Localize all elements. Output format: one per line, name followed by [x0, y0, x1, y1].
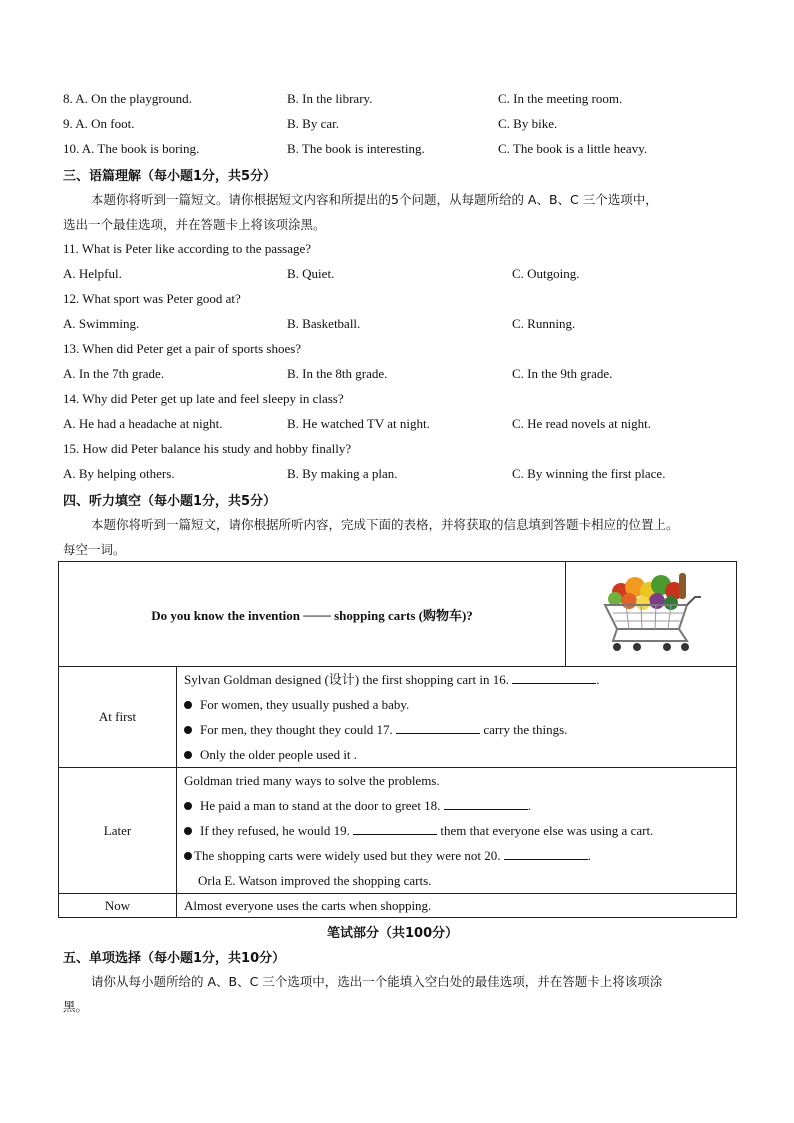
- later-bullet-1-text: He paid a man to stand at the door to greet 18.: [200, 798, 441, 813]
- bullet-icon: [184, 726, 192, 734]
- question-15-text: 15. How did Peter balance his study and hobby finally?: [63, 441, 352, 456]
- q13-option-a[interactable]: A. In the 7th grade.: [63, 366, 165, 381]
- question-13-options: [63, 366, 743, 384]
- q12-option-c[interactable]: C. Running.: [512, 316, 576, 331]
- q15-option-a[interactable]: A. By helping others.: [63, 466, 175, 481]
- q11-option-c[interactable]: C. Outgoing.: [512, 266, 580, 281]
- table-image-cell: [566, 562, 737, 667]
- bullet-icon: [184, 802, 192, 810]
- later-bullet-3-text: The shopping carts were widely used but they were not 20.: [194, 848, 501, 863]
- section3-heading: 三、语篇理解（每小题1分，共5分）: [63, 169, 277, 184]
- section5-heading: 五、单项选择（每小题1分，共10分）: [63, 951, 286, 966]
- question-8: [63, 91, 743, 109]
- section4-heading: 四、听力填空（每小题1分，共5分）: [63, 494, 277, 509]
- q13-option-c[interactable]: C. In the 9th grade.: [512, 366, 613, 381]
- at-first-bullet-2-end: carry the things.: [483, 722, 568, 737]
- section5-instruction-line2: 黑。: [63, 999, 89, 1014]
- blank-18[interactable]: [444, 797, 528, 810]
- blank-20[interactable]: [504, 847, 588, 860]
- at-first-intro: [177, 667, 736, 692]
- q10-option-c[interactable]: C. The book is a little heavy.: [498, 141, 648, 156]
- later-bullet-1: [177, 793, 736, 818]
- question-9: [63, 116, 743, 134]
- question-11-options: [63, 266, 743, 284]
- q13-option-b[interactable]: B. In the 8th grade.: [287, 366, 388, 381]
- later-bullet-3: [177, 843, 736, 868]
- q9-option-a[interactable]: 9. A. On foot.: [63, 116, 135, 131]
- question-11-text: 11. What is Peter like according to the passage?: [63, 241, 312, 256]
- at-first-bullet-1-text: For women, they usually pushed a baby.: [200, 697, 410, 712]
- q14-option-c[interactable]: C. He read novels at night.: [512, 416, 651, 431]
- later-bullet-2-end: them that everyone else was using a cart.: [440, 823, 654, 838]
- section4-instruction-line1: 本题你将听到一篇短文，请你根据所听内容，完成下面的表格，并将获取的信息填到答题卡相应的位置上。: [91, 517, 679, 532]
- at-first-content: [177, 667, 737, 768]
- bullet-icon: [184, 827, 192, 835]
- later-bullet-2: [177, 818, 736, 843]
- written-part-title: 笔试部分（共100分）: [327, 926, 459, 941]
- q9-option-b[interactable]: B. By car.: [287, 116, 339, 131]
- question-12-options: [63, 316, 743, 334]
- at-first-bullet-3: [177, 742, 736, 767]
- later-last-line: Orla E. Watson improved the shopping carts.: [198, 873, 432, 888]
- section3-instruction-line1: 本题你将听到一篇短文。请你根据短文内容和所提出的5个问题，从每题所给的 A、B、C 三个选项中，: [91, 192, 658, 207]
- bullet-icon: [184, 852, 192, 860]
- q10-option-b[interactable]: B. The book is interesting.: [287, 141, 425, 156]
- q14-option-b[interactable]: B. He watched TV at night.: [287, 416, 430, 431]
- question-10: [63, 141, 743, 159]
- at-first-bullet-3-text: Only the older people used it .: [200, 747, 358, 762]
- q14-option-a[interactable]: A. He had a headache at night.: [63, 416, 223, 431]
- question-15-options: [63, 466, 743, 484]
- at-first-bullet-1: [177, 692, 736, 717]
- later-bullet-1-end: .: [527, 798, 531, 813]
- blank-17[interactable]: [396, 721, 480, 734]
- at-first-bullet-2: [177, 717, 736, 742]
- bullet-icon: [184, 751, 192, 759]
- question-14-options: [63, 416, 743, 434]
- section4-instruction-line2: 每空一词。: [63, 542, 126, 557]
- shopping-cart-icon: [591, 567, 711, 657]
- now-content: Almost everyone uses the carts when shopping.: [177, 894, 737, 918]
- table-title: Do you know the invention ─── shopping carts (购物车)?: [59, 562, 566, 667]
- q9-option-c[interactable]: C. By bike.: [498, 116, 558, 131]
- later-bullet-2-text: If they refused, he would 19.: [200, 823, 350, 838]
- question-13-text: 13. When did Peter get a pair of sports shoes?: [63, 341, 302, 356]
- row-label-at-first: At first: [59, 667, 177, 768]
- q8-option-c[interactable]: C. In the meeting room.: [498, 91, 623, 106]
- shopping-cart-table: [58, 561, 737, 918]
- row-label-later: Later: [59, 768, 177, 894]
- q15-option-b[interactable]: B. By making a plan.: [287, 466, 398, 481]
- q10-option-a[interactable]: 10. A. The book is boring.: [63, 141, 200, 156]
- question-12-text: 12. What sport was Peter good at?: [63, 291, 241, 306]
- section3-instruction-line2: 选出一个最佳选项，并在答题卡上将该项涂黑。: [63, 217, 326, 232]
- at-first-bullet-2-text: For men, they thought they could 17.: [200, 722, 393, 737]
- row-label-now: Now: [59, 894, 177, 918]
- later-bullet-3-end: .: [587, 848, 592, 863]
- blank-19[interactable]: [353, 822, 437, 835]
- q11-option-b[interactable]: B. Quiet.: [287, 266, 335, 281]
- q11-option-a[interactable]: A. Helpful.: [63, 266, 122, 281]
- q12-option-b[interactable]: B. Basketball.: [287, 316, 361, 331]
- q12-option-a[interactable]: A. Swimming.: [63, 316, 140, 331]
- question-14-text: 14. Why did Peter get up late and feel sleepy in class?: [63, 391, 344, 406]
- later-content: [177, 768, 737, 894]
- bullet-icon: [184, 701, 192, 709]
- q8-option-b[interactable]: B. In the library.: [287, 91, 373, 106]
- later-intro: Goldman tried many ways to solve the problems.: [184, 773, 440, 788]
- q15-option-c[interactable]: C. By winning the first place.: [512, 466, 666, 481]
- at-first-intro-text: Sylvan Goldman designed (设计) the first shopping cart in 16.: [184, 672, 509, 687]
- section5-instruction-line1: 请你从每小题所给的 A、B、C 三个选项中，选出一个能填入空白处的最佳选项，并在答题卡上将该项涂: [91, 974, 663, 989]
- q8-option-a[interactable]: 8. A. On the playground.: [63, 91, 192, 106]
- blank-16[interactable]: [512, 671, 596, 684]
- at-first-intro-end: .: [596, 672, 600, 687]
